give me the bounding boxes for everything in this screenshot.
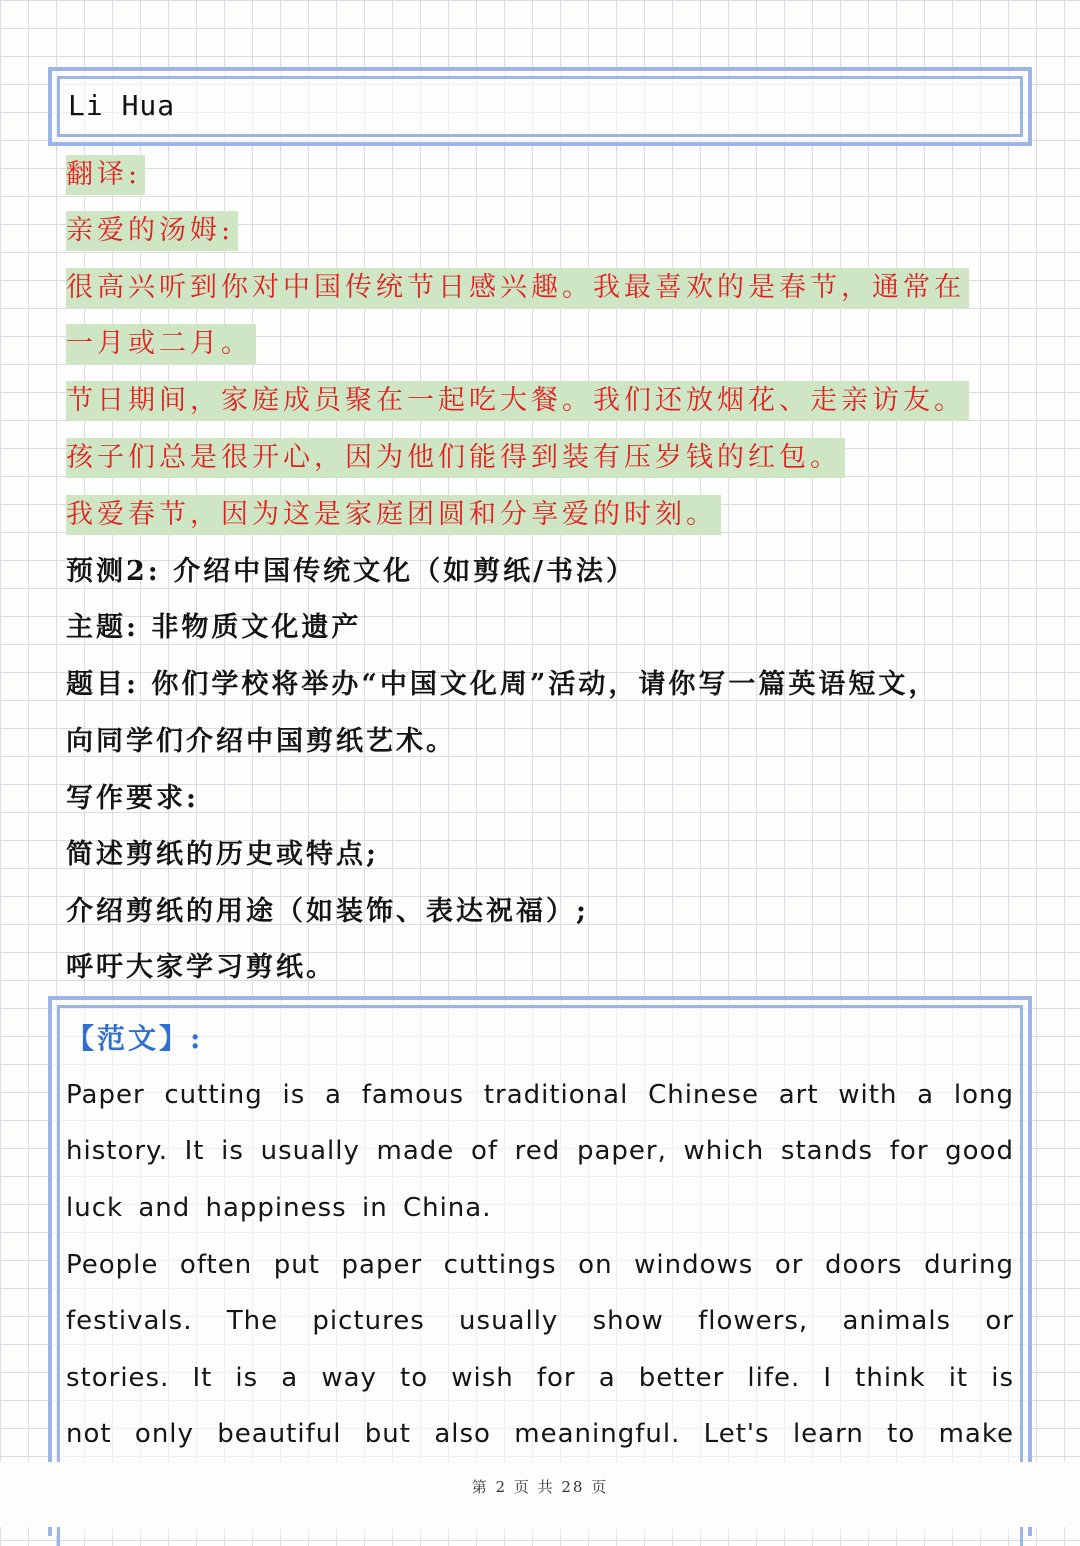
requirements-label: 写作要求:	[66, 783, 199, 814]
translation-greeting: 亲爱的汤姆:	[66, 211, 238, 251]
translation-line: 节日期间，家庭成员聚在一起吃大餐。我们还放烟花、走亲访友。	[66, 381, 969, 421]
essay-line: People often put paper cuttings on windows or doors during	[66, 1250, 1014, 1280]
essay-line: festivals. The pictures usually show flowers, animals or	[66, 1306, 1014, 1336]
task-prompt-line: 题目: 你们学校将举办“中国文化周”活动，请你写一篇英语短文，	[66, 669, 939, 700]
task-theme: 主题: 非物质文化遗产	[66, 612, 362, 643]
essay-line: history. It is usually made of red paper, which stands for good	[66, 1136, 1014, 1166]
requirement-item: 介绍剪纸的用途（如装饰、表达祝福）;	[66, 896, 589, 927]
essay-line: not only beautiful but also meaningful. Let's learn to make	[66, 1419, 1014, 1449]
page-number: 第 2 页 共 28 页	[471, 1478, 609, 1496]
sample-essay-title: 【范文】:	[66, 1022, 204, 1055]
essay-line: Paper cutting is a famous traditional Chinese art with a long	[66, 1080, 1014, 1110]
requirement-item: 呼吁大家学习剪纸。	[66, 952, 336, 983]
translation-line: 一月或二月。	[66, 324, 256, 364]
translation-line: 孩子们总是很开心，因为他们能得到装有压岁钱的红包。	[66, 438, 845, 478]
essay-line: stories. It is a way to wish for a better life. I think it is	[66, 1363, 1014, 1393]
translation-line: 很高兴听到你对中国传统节日感兴趣。我最喜欢的是春节，通常在	[66, 268, 969, 308]
requirement-item: 简述剪纸的历史或特点;	[66, 839, 379, 870]
translation-label: 翻译:	[66, 155, 145, 195]
task-prompt-line: 向同学们介绍中国剪纸艺术。	[66, 726, 456, 757]
translation-line: 我爱春节，因为这是家庭团圆和分享爱的时刻。	[66, 495, 721, 535]
name-box	[48, 67, 1032, 146]
task-heading: 预测2: 介绍中国传统文化（如剪纸/书法）	[66, 556, 637, 587]
essay-line: luck and happiness in China.	[66, 1193, 492, 1223]
author-name: Li Hua	[68, 89, 176, 122]
